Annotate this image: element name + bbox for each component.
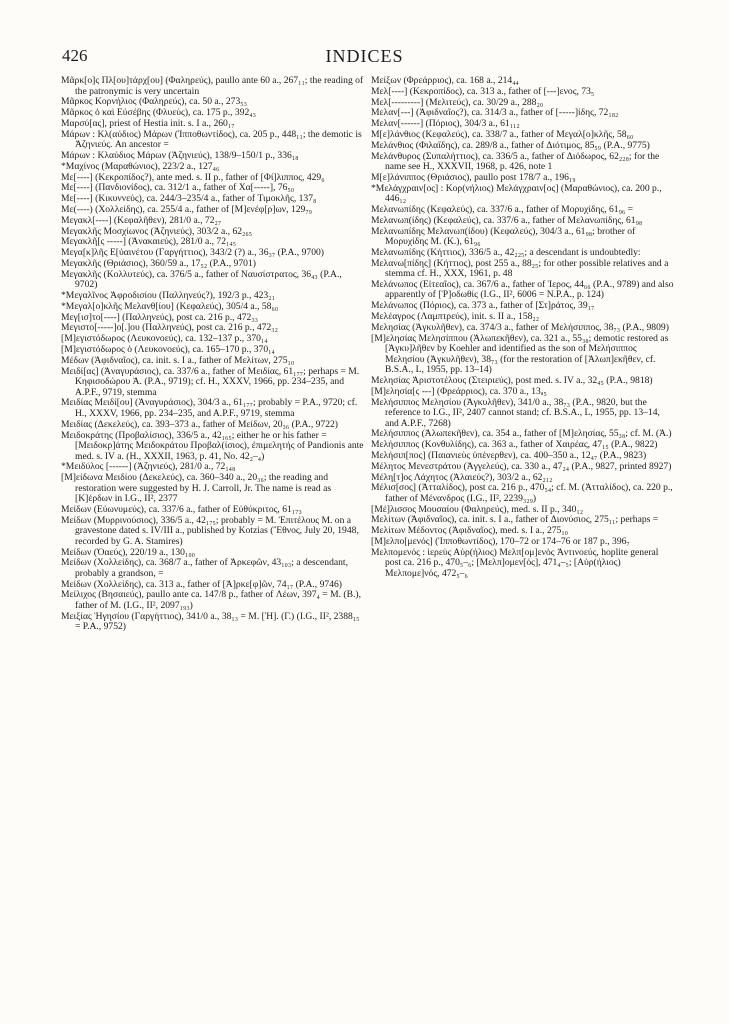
index-entry: Μελησίας (Ἀγκυλῆθεν), ca. 374/3 a., father of Μελήσιππος, 38₇₃ (P.A., 9809) <box>371 321 669 333</box>
index-entry: [Μ]εγιστόδωρος (Λευκονοεύς), ca. 132–137 p., 370₁₄ <box>61 333 268 345</box>
index-entry: Με[----] (Πανδιονίδος), ca. 312/1 a., father of Χα[-----], 76₅₀ <box>61 182 295 194</box>
index-entry: Μειδίας (Δεκελεύς), ca. 393–373 a., father of Μείδων, 20₃₆ (P.A., 9722) <box>61 418 339 430</box>
index-entry: Με(----) (Χολλείδης), ca. 255/4 a., father of [Μ]ενέφ[ρ]ων, 129₇₉ <box>61 203 313 215</box>
running-head: INDICES <box>325 46 404 66</box>
index-entry: Μελανωπίδης (Κεφαλεύς), ca. 337/6 a., father of Μορυχίδης, 61₉₆ = <box>371 203 634 215</box>
index-entry: Μείδων (Μυρρινούσιος), 336/5 a., 42₁₇₅; probably = Μ. Ἐπιτέλους Μ. on a gravestone dated s. IV/III a., published by Kotzias (Ἔθνος, July 20, 1948, recorded by G. A. Stamires) <box>61 514 359 547</box>
index-entry: Μεγα[κ]λῆς Ε[ὐαινέτου (Γαργήττιος), 343/2 (?) a., 36₃₇ (P.A., 9700) <box>61 247 324 259</box>
index-entry: Μείλιχος (Βησαιεύς), paullo ante ca. 147/8 p., father of Λέων, 397₄ = M. (B.), father of M. (I.G., II², 2097₁₉₃) <box>61 589 362 611</box>
index-entry: Μελπομενός : ἱερεὺς Αὐρ(ήλιος) Μελπ[ομ]ενὸς Ἀντινοεύς, hoplite general post ca. 216 p., 470₅–₆; [Μελπ]ομεν[ός], 471₄–₅; [Αὐρ(ήλιος) Μελπομε]νός, 472₅–₆ <box>371 546 659 579</box>
index-entry: Μελίτων Μέδοντος (Ἀφιδναῖος), med. s. I a., 275₁₀ <box>371 525 569 537</box>
index-entry: Μελάνθυρος (Συπαλήττιος), ca. 336/5 a., father of Διόδωρος, 62₂₂₈; for the name see H., XXXVII, 1968, p. 426, note 1 <box>371 150 660 173</box>
index-entry: Μελανωπίδης Μελανωπ(ίδου) (Κεφαλεύς), 304/3 a., 61₉₈; brother of Μορυχίδης Μ. (Κ.), 61₉₆ <box>371 225 636 248</box>
index-entry: Μείδων (Χολλείδης), ca. 368/7 a., father of Ἀρκεφῶν, 43₁₀₃; a descendant, probably a grandson, = <box>61 557 348 579</box>
index-entry: Μεγακλῆς (Κολλυτεύς), ca. 376/5 a., father of Ναυσίστρατος, 36₄₃ (P.A., 9702) <box>61 268 342 291</box>
page-number: 426 <box>62 46 88 65</box>
index-entry: Μεγακλῆ[ς -----] (Ἀνακαιεύς), 281/0 a., 72₁₄₅ <box>61 236 237 248</box>
index-entry: Μάρων : Κλ(αύδιος) Μάρων (Ἱπποθωντίδος), ca. 205 p., 448₁₁; the demotic is Ἀζηνιεύς. An ancestor = <box>61 128 362 151</box>
index-entry: Μείξων (Φρεάρριος), ca. 168 a., 214₄₄ <box>371 75 519 86</box>
index-entry: [Μ]ελησία[ς ---] (Φρεάρριος), ca. 370 a., 13ₐ₅ <box>371 385 547 397</box>
index-entry: Μᾶρκος ὁ καὶ Εὐσέβης (Φλυεύς), ca. 175 p., 392₄₃ <box>61 107 256 119</box>
index-entry: Μελίτων (Ἀφιδναῖος), ca. init. s. I a., father of Διονύσιος, 275₁₁; perhaps = <box>371 514 659 526</box>
index-entry: [Μ]ελπο[μενός] (Ἱπποθωντίδος), 170–72 or 174–76 or 187 p., 396₇ <box>371 536 630 547</box>
index-entry: Μελάνθιος (Φιλαΐδης), ca. 289/8 a., father of Διότιμος, 85₅₉ (P.A., 9775) <box>371 139 650 151</box>
index-entry: Μεγακλῆς (Θριάσιος), 360/59 a., 17₅₂ (P.A., 9701) <box>61 257 256 269</box>
index-entry: Μελησίας Ἀριστοτέλους (Στειριεύς), post med. s. IV a., 32₄₅ (P.A., 9818) <box>371 374 653 386</box>
index-entry: Μειδίας Μειδί[ου] (Ἀναγυράσιος), 304/3 a., 61₁₇₇; probably = P.A., 9720; cf. H., XXXV, 1966, pp. 234–235, and A.P.F., 9719, stemma <box>61 397 358 419</box>
index-entry: Μ[ε]λάνιππος (Θριάσιος), paullo post 178/7 a., 196₁₉ <box>371 171 576 183</box>
index-entry: Μέλη[τ]ος Λάχητος (Ἁλαιεύς?), 303/2 a., 62₂₁₂ <box>371 471 553 483</box>
index-entry: Μελανω[πίδης] (Κήττιος), post 255 a., 88₂₅; for other possible relatives and a stemma cf. H., XXX, 1961, p. 48 <box>371 257 669 280</box>
index-entry: Μεγακλῆς Μοσχίωνος (Ἀζηνιεύς), 303/2 a., 62₂₆₅ <box>61 225 253 237</box>
index-entry: Μεγακλ[----] (Κεφαλῆθεν), 281/0 a., 72₂₇ <box>61 214 222 226</box>
index-entry: Μελαν[------] (Πόριος), 304/3 a., 61₁₁₂ <box>371 118 520 130</box>
index-entry: Με[----] (Κεκροπίδος?), ante med. s. II p., father of [Φί]λιππος, 429₆ <box>61 171 325 183</box>
index-entry: Μελήσιππος (Κονθυλίδης), ca. 363 a., father of Χαιρέας, 47₁₅ (P.A., 9822) <box>371 439 658 451</box>
index-entry: Μελαν[---] (Ἀφιδναῖος?), ca. 314/3 a., father of [-----]ίδης, 72₁₈₂ <box>371 107 619 119</box>
left-column <box>61 76 366 633</box>
index-entry: Μελ[----] (Κεκροπίδος), ca. 313 a., father of [---]ενος, 73₅ <box>371 85 595 97</box>
index-entry: Μέλισ[σος] (Ἀτταλίδος), post ca. 216 p., 470₅₄; cf. M. (Ἀτταλίδος), ca. 220 p., father of Μένανδρος (I.G., II², 2239₃₂₉) <box>371 482 673 504</box>
right-column <box>371 76 676 580</box>
index-entry: Μελήσιππος (Ἀλωπεκῆθεν), ca. 354 a., father of [Μ]ελησίας, 55₃₈; cf. Μ. (Ἀ.) <box>371 428 672 440</box>
index-entry: [Μέ]λισσος Μουσαίου (Φαληρεύς), med. s. II p., 340₁₂ <box>371 503 584 515</box>
index-entry: Μελήσιππος Μελησίου (Ἀγκυλῆθεν), 341/0 a., 38₇₃ (P.A., 9820, but the reference to I.G., II², 2407 cannot stand; cf. B.S.A., L, 1955, pp. 13–14, and A.P.F., 7268) <box>371 396 660 429</box>
index-entry: *Μεγαλ[ο]κλῆς Μελανθ[ίου] (Κεφαλεύς), 305/4 a., 58₆₀ <box>61 300 279 312</box>
index-entry: Μεγ[ισ]το[----] (Παλληνεύς), post ca. 216 p., 472₃₃ <box>61 311 259 323</box>
index-entry: *Μαχίνος (Μαραθώνιος), 223/2 a., 127₄₆ <box>61 160 220 172</box>
index-entry: Μελάνωπος (Εἰτεαῖος), ca. 367/6 a., father of Ἱερος, 44₆₆ (P.A., 9789) and also apparently of [Ῥ]οδωθίς (I.G., II², 6006 = N.P.A., p. 124) <box>371 278 674 301</box>
index-entry: Μέλητος Μενεστράτου (Ἀγγελεύς), ca. 330 a., 47₂₄ (P.A., 9827, printed 8927) <box>371 460 672 472</box>
index-entry: *Μελάγχραιν[ος] : Κορ(νήλιος) Μελάγχραιν[ος] (Μαραθώνιος), ca. 200 p., 446₁₂ <box>371 182 662 205</box>
index-entry: Μᾶρκ[ο]ς Πλ[ου]τάρχ[ου] (Φαληρεύς), paullo ante 60 a., 267₁₁; the reading of the patronymic is very uncertain <box>61 75 364 97</box>
index-entry: Μειξίας Ἡγησίου (Γαργήττιος), 341/0 a., 38₁₃ = M. [Ἡ]. (Γ.) (I.G., II², 2388₁₅ = P.A., 9752) <box>61 610 360 633</box>
index-entry: Μελανωπίδης (Κήττιος), 336/5 a., 42₂₂₅; a descendant is undoubtedly: <box>371 246 641 258</box>
index-entry: Μειδί[ας] (Ἀναγυράσιος), ca. 337/6 a., father of Μειδίας, 61₁₇₇; perhaps = Μ. Κηφισοδώρου Ἀ. (P.A., 9719); cf. H., XXXV, 1966, pp. 234–235, and A.P.F., 9719, stemma <box>61 365 360 398</box>
index-entry: *Μεγαλῖνος Ἀφροδισίου (Παλληνεύς?), 192/3 p., 423₂₁ <box>61 290 275 302</box>
index-entry: Μεγιστο[-----]ο[.]ου (Παλληνεύς), post ca. 216 p., 472₃₂ <box>61 322 278 334</box>
index-entry: Μελήσιπ[πος] (Παιανιεὺς ὑπένερθεν), ca. 400–350 a., 12₄₇ (P.A., 9823) <box>371 449 647 461</box>
index-entry: Μείδων (Ὀαεύς), 220/19 a., 130₁₀₀ <box>61 546 196 558</box>
index-entry: Μείδων (Χολλείδης), ca. 313 a., father of [Ἀ]ρκε[φ]ῶν, 74₁₇ (P.A., 9746) <box>61 578 342 590</box>
index-entry: [Μ]είδωνα Μειδίου (Δεκελεύς), ca. 360–340 a., 20₃₆; the reading and restoration were suggested by H. J. Carroll, Jr. The name is read as [Κ]έρδων in I.G., II², 2377 <box>61 472 332 505</box>
index-entry: [Μ]ελησίας Μελησίππου (Ἀλωπεκῆθεν), ca. 321 a., 55₃₈; demotic restored as [Ἀγκυ]λῆθεν by Koehler and identified as the son of Μελήσιππος Μελησίου (Ἀγκυλῆθεν), 38₇₃ (for the restoration of [Ἀλωπ]εκῆθεν, cf. B.S.A., L, 1955, pp. 13–14) <box>371 332 669 376</box>
index-entry: Μᾶρκος Κορνήλιος (Φαληρεύς), ca. 50 a., 273₅₃ <box>61 96 247 108</box>
index-entry: *Μειδύλος [------] (Ἀζηνιεύς), 281/0 a., 72₁₄₈ <box>61 461 236 473</box>
index-entry: Μειδοκράτης (Προβαλίσιος), 336/5 a., 42₁₆₅; either he or his father = [Μειδοκρ]άτης Μειδοκράτου Προβαλ(ίσιος), ἐπιμελητής of Pandionis ante med. s. IV a. (H., XXXII, 1963, p. 41, No. 42₂–₄) <box>61 429 364 462</box>
index-entry: Μελανωπ(ίδης) (Κεφαλεύς), ca. 337/6 a., father of Μελανωπίδης, 61₉₈ <box>371 214 643 226</box>
index-entry: Μ[ε]λάνθιος (Κεφαλεύς), ca. 338/7 a., father of Μεγαλ[ο]κλῆς, 58₆₀ <box>371 128 634 140</box>
index-entry: Μελάνωπος (Πόριος), ca. 373 a., father of [Στ]ράτος, 39₁₇ <box>371 300 595 312</box>
index-entry: Μελ[---------] (Μελιτεύς), ca. 30/29 a., 288₂₀ <box>371 96 544 108</box>
index-entry: Με[----] (Κικυννεύς), ca. 244/3–235/4 a., father of Τιμοκλῆς, 137₈ <box>61 193 317 205</box>
index-entry: [Μ]εγιστόδωρος ὁ (Λευκονοεύς), ca. 165–170 p., 370₁₄ <box>61 344 275 356</box>
index-entry: Μέδων (Ἀφιδναῖος), ca. init. s. I a., father of Μελίτων, 275₁₀ <box>61 354 295 366</box>
index-entry: Μελέαγρος (Λαμπτρεύς), init. s. II a., 158₂₂ <box>371 311 540 323</box>
index-entry: Μάρων : Κλαύδιος Μάρων (Ἀζηνιεύς), 138/9–150/1 p., 336₁₈ <box>61 149 299 161</box>
index-entry: Μαρσύ[ας], priest of Hestia init. s. I a., 260₁₇ <box>61 117 235 129</box>
index-entry: Μείδων (Εὐωνυμεύς), ca. 337/6 a., father of Εὐθύκριτος, 61₁₇₃ <box>61 503 302 515</box>
